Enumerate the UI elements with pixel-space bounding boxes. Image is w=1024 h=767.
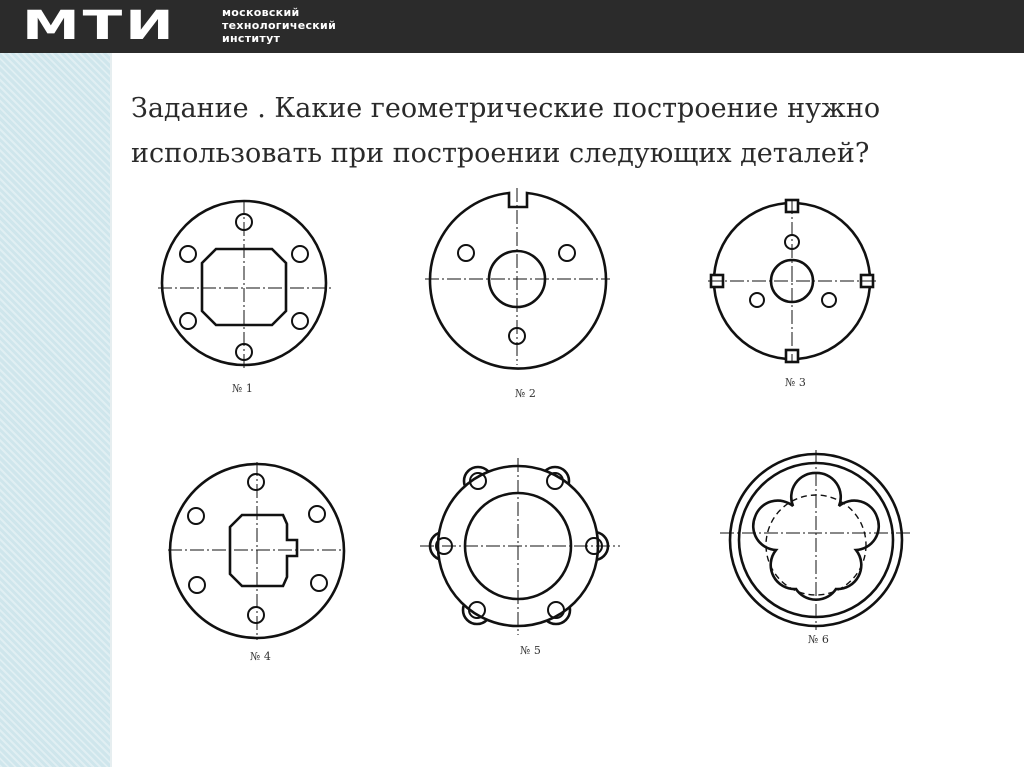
- logo-line-3: институт: [222, 32, 281, 45]
- logo-line-1: московский: [222, 6, 300, 19]
- fig6-caption: № 6: [808, 633, 829, 646]
- technical-drawings: [140, 180, 940, 680]
- side-divider: [110, 53, 112, 767]
- fig1-caption: № 1: [232, 382, 253, 395]
- figure-6: [720, 450, 912, 646]
- header-bar: [0, 0, 1024, 53]
- slide-title: [131, 86, 951, 176]
- fig2-caption: № 2: [515, 387, 536, 400]
- fig5-caption: № 5: [520, 644, 541, 657]
- fig2-outer-contour: [430, 193, 606, 369]
- fig3-caption: № 3: [785, 376, 806, 389]
- figure-2: [425, 188, 610, 400]
- slide-title-line-1: Задание . Какие геометрические построение нужно: [131, 93, 881, 124]
- slide-title-line-2: использовать при построении следующих деталей?: [131, 138, 870, 169]
- figure-4: [168, 462, 345, 663]
- logo-text: [222, 6, 336, 45]
- figure-5: [420, 458, 620, 657]
- logo-line-2: технологический: [222, 19, 337, 32]
- fig4-caption: № 4: [250, 650, 271, 663]
- figure-3: [708, 200, 878, 389]
- figure-1: [158, 200, 333, 395]
- decorative-side-strip: [0, 53, 110, 767]
- fig6-lobed-opening: [753, 473, 879, 600]
- logo-mark: МТИ: [22, 3, 177, 49]
